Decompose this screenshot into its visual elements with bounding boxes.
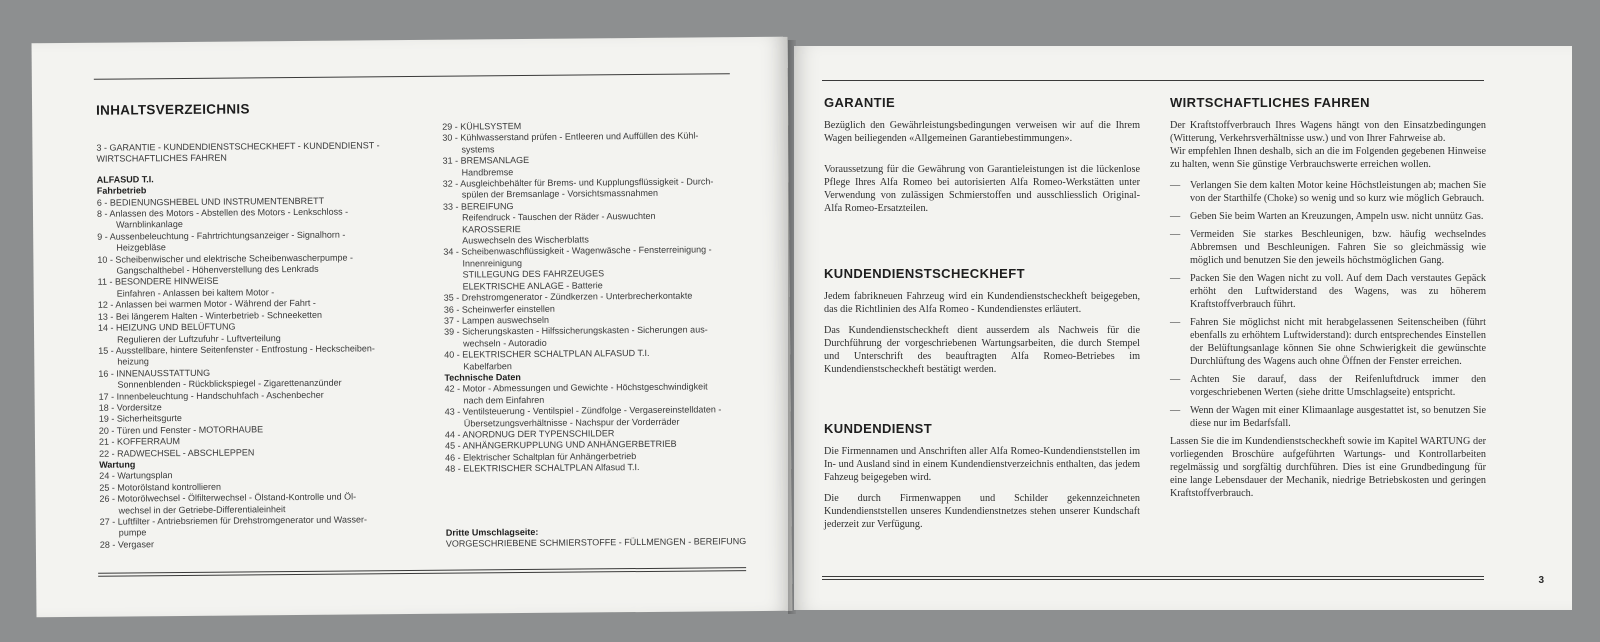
top-rule <box>94 73 730 80</box>
wirtschaft-outro: Lassen Sie die im Kundendienstscheckheft sowie im Kapitel WARTUNG der vorliegenden Broschüre aufgeführten Wartungs- und Kontrollarbeiten regelmässig und sorgfältig durchführen. Dies ist eine Grundbedingung für eine lange Lebensdauer der Mechanik, niedrige Betriebskosten und geringen Kraftstoffverbrauch. <box>1170 436 1486 499</box>
toc-entry: wechsel in der Getriebe-Differentialeinheit <box>118 503 286 516</box>
toc-entry: wechseln - Autoradio <box>463 337 547 349</box>
toc-entry: 11 - BESONDERE HINWEISE <box>97 276 219 288</box>
bullet-item <box>1170 316 1486 368</box>
dash-marker: — <box>1170 317 1181 328</box>
toc-entry: 8 - Anlassen des Motors - Abstellen des Motors - Lenkschloss - <box>96 206 349 219</box>
toc-entry: 45 - ANHÄNGERKUPPLUNG UND ANHÄNGERBETRIEB <box>444 439 677 452</box>
toc-entry: 44 - ANORDNUG DER TYPENSCHILDER <box>444 428 615 440</box>
toc-entry: 46 - Elektrischer Schaltplan für Anhängerbetrieb <box>445 450 637 463</box>
scheckheft-paragraph-1: Jedem fabrikneuen Fahrzeug wird ein Kundendienstscheckheft beigegeben, das die Richtlinien des Alfa Romeo - Kundendienstes erläutert. <box>824 291 1140 315</box>
toc-entry: heizung <box>117 356 149 367</box>
page-number: 3 <box>1538 575 1544 586</box>
toc-entry: 30 - Kühlwasserstand prüfen - Entleeren und Auffüllen des Kühl- <box>442 130 699 144</box>
footer-text: VORGESCHRIEBENE SCHMIERSTOFFE - FÜLLMENGEN - BEREIFUNG <box>445 536 747 550</box>
scheckheft-heading: KUNDENDIENSTSCHECKHEFT <box>824 266 1025 281</box>
toc-entry: 29 - KÜHLSYSTEM <box>442 121 522 132</box>
bullet-item <box>1170 210 1486 223</box>
toc-entry: 43 - Ventilsteuerung - Ventilspiel - Zündfolge - Vergasereinstelldaten - <box>444 404 722 417</box>
toc-entry: Regulieren der Luftzufuhr - Luftverteilung <box>117 332 281 345</box>
toc-entry: ALFASUD T.I. <box>96 174 154 185</box>
toc-entry: 40 - ELEKTRISCHER SCHALTPLAN ALFASUD T.I. <box>444 348 650 360</box>
toc-entry: Einfahren - Anlassen bei kaltem Motor - <box>116 287 275 299</box>
footer-title: Dritte Umschlagseite: <box>445 526 539 538</box>
toc-entry: systems <box>461 144 495 155</box>
toc-entry: 14 - HEIZUNG UND BELÜFTUNG <box>97 321 236 333</box>
toc-entry: Fahrbetrieb <box>96 185 147 196</box>
toc-entry: 9 - Aussenbeleuchtung - Fahrtrichtungsanzeiger - Signalhorn - <box>97 229 346 242</box>
toc-entry: ELEKTRISCHE ANLAGE - Batterie <box>462 280 603 292</box>
toc-entry: 19 - Sicherheitsgurte <box>98 413 182 425</box>
wirtschaft-bullet-list <box>1170 179 1486 430</box>
garantie-paragraph-1: Bezüglich den Gewährleistungsbedingungen verweisen wir auf die Ihrem Wagen beiliegenden «Allgemeinen Garantiebestimmungen». <box>824 120 1140 144</box>
dash-marker: — <box>1170 229 1181 240</box>
toc-entry: Handbremse <box>461 166 514 178</box>
toc-entry: 31 - BREMSANLAGE <box>442 155 530 166</box>
toc-entry: Übersetzungsverhältnisse - Nachspur der Vorderräder <box>463 416 680 429</box>
toc-entry: 36 - Scheinwerfer einstellen <box>443 303 555 315</box>
left-page <box>32 37 793 618</box>
bullet-item <box>1170 404 1486 430</box>
bullet-text: Verlangen Sie dem kalten Motor keine Höchstleistungen ab; machen Sie von der Starthilfe (Choke) so wenig und so kurz wie möglich Gebrauch. <box>1190 180 1486 204</box>
toc-footer <box>446 525 747 550</box>
wirtschaft-intro: Der Kraftstoffverbrauch Ihres Wagens hängt von den Einsatzbedingungen (Witterung, Verkehrsverhältnisse usw.) und von Ihrer Fahrweise ab. Wir empfehlen Ihnen deshalb, sich an die im Folgenden gegebenen Hinweise zu halten, wenn Sie günstige Verbrauchswerte erreichen wollen. <box>1170 120 1486 170</box>
scheckheft-paragraph-2: Das Kundendienstscheckheft dient ausserdem als Nachweis für die Durchführung der vorgeschriebenen Wartungsarbeiten, die durch Stempel und Unterschrift des beauftragten Alfa Romeo-Betriebes im Kundendienstscheckheft bestätigt werden. <box>824 325 1140 375</box>
bullet-item <box>1170 228 1486 267</box>
toc-entry: 48 - ELEKTRISCHER SCHALTPLAN Alfasud T.I. <box>445 462 640 474</box>
toc-entry: 37 - Lampen auswechseln <box>443 314 550 326</box>
toc-entry: 25 - Motorölstand kontrollieren <box>99 481 221 493</box>
bullet-text: Wenn der Wagen mit einer Klimaanlage ausgestattet ist, so benutzen Sie diese nur im Bedarfsfall. <box>1190 405 1486 429</box>
toc-entry: 33 - BEREIFUNG <box>442 200 514 212</box>
toc-entry: Sonnenblenden - Rückblickspiegel - Zigarettenanzünder <box>117 377 342 390</box>
toc-entry: Technische Daten <box>444 371 521 383</box>
bullet-text: Packen Sie den Wagen nicht zu voll. Auf dem Dach verstautes Gepäck erhöht den Luftwiderstand des Wagens, was zu höherem Kraftstoffverbrauch führt. <box>1190 273 1486 310</box>
dash-marker: — <box>1170 211 1181 222</box>
toc-entry: Reifendruck - Tauschen der Räder - Auswuchten <box>462 211 656 223</box>
bullet-text: Geben Sie beim Warten an Kreuzungen, Ampeln usw. nicht unnütz Gas. <box>1190 211 1484 222</box>
dash-marker: — <box>1170 374 1181 385</box>
bullet-text: Vermeiden Sie starkes Beschleunigen, bzw. häufig wechselndes Abbremsen und Beschleunigen. Fahren Sie so gleichmässig wie möglich und benutzen Sie den jeweils höchstmöglichen Gang. <box>1190 229 1486 266</box>
toc-entry: pumpe <box>118 527 147 538</box>
right-page <box>794 46 1572 610</box>
toc-entry: 3 - GARANTIE - KUNDENDIENSTSCHECKHEFT - KUNDENDIENST - <box>96 140 380 153</box>
bottom-rule <box>98 567 746 577</box>
toc-entry: Warnblinkanlage <box>116 219 183 231</box>
toc-title: INHALTSVERZEICHNIS <box>96 101 250 118</box>
toc-entry: 35 - Drehstromgenerator - Zündkerzen - Unterbrecherkontakte <box>443 290 693 303</box>
right-column-2 <box>1170 96 1486 508</box>
toc-column-2 <box>442 119 755 475</box>
dash-marker: — <box>1170 405 1181 416</box>
toc-entry: 16 - INNENAUSSTATTUNG <box>98 367 211 379</box>
toc-entry: 32 - Ausgleichbehälter für Brems- und Kupplungsflüssigkeit - Durch- <box>442 176 714 189</box>
wirtschaft-heading: WIRTSCHAFTLICHES FAHREN <box>1170 95 1370 110</box>
bottom-rule-right <box>822 576 1484 580</box>
toc-entry: 24 - Wartungsplan <box>99 470 173 482</box>
toc-entry: 18 - Vordersitze <box>98 402 162 413</box>
toc-entry: 22 - RADWECHSEL - ABSCHLEPPEN <box>99 446 255 459</box>
toc-entry: 13 - Bei längerem Halten - Winterbetrieb - Schneeketten <box>97 309 323 322</box>
toc-entry: STILLEGUNG DES FAHRZEUGES <box>462 268 605 280</box>
toc-entry: Auswechseln des Wischerblatts <box>462 234 589 246</box>
toc-entry: 27 - Luftfilter - Antriebsriemen für Drehstromgenerator und Wasser- <box>99 514 368 527</box>
toc-entry: 17 - Innenbeleuchtung - Handschuhfach - Aschenbecher <box>98 389 324 402</box>
toc-entry: 39 - Sicherungskasten - Hilfssicherungskasten - Sicherungen aus- <box>444 324 708 338</box>
toc-entry: 12 - Anlassen bei warmen Motor - Während der Fahrt - <box>97 298 316 311</box>
dash-marker: — <box>1170 180 1181 191</box>
toc-entry: 10 - Scheibenwischer und elektrische Scheibenwascherpumpe - <box>97 252 354 265</box>
toc-entry: Wartung <box>99 459 136 470</box>
dash-marker: — <box>1170 273 1181 284</box>
toc-entry: Heizgebläse <box>116 242 166 253</box>
toc-entry: spülen der Bremsanlage - Vorsichtsmassnahmen <box>461 188 658 200</box>
bullet-text: Achten Sie darauf, dass der Reifenluftdruck immer den vorgeschriebenen Werten (siehe dritte Umschlagseite) entspricht. <box>1190 374 1486 398</box>
toc-entry: Gangschalthebel - Höhenverstellung des Lenkrads <box>116 263 319 276</box>
toc-entry: WIRTSCHAFTLICHES FAHREN <box>96 153 227 165</box>
toc-entry: 28 - Vergaser <box>99 539 154 550</box>
toc-entry: 26 - Motorölwechsel - Ölfilterwechsel - Ölstand-Kontrolle und Öl- <box>99 491 357 504</box>
toc-entry: 15 - Ausstellbare, hintere Seitenfenster - Entfrostung - Heckscheiben- <box>98 343 375 356</box>
right-column-1 <box>824 96 1140 539</box>
toc-entry: 21 - KOFFERRAUM <box>98 436 181 447</box>
kundendienst-paragraph-2: Die durch Firmenwappen und Schilder gekennzeichneten Kundendienststellen unseres Kundendienstnetzes stehen unserer Kundschaft jederzeit zur Verfügung. <box>824 493 1140 530</box>
kundendienst-heading: KUNDENDIENST <box>824 421 933 436</box>
toc-column-1 <box>96 140 400 551</box>
toc-entry: 34 - Scheibenwaschflüssigkeit - Wagenwäsche - Fensterreinigung - <box>443 244 712 258</box>
garantie-heading: GARANTIE <box>824 95 896 110</box>
toc-entry: Innenreinigung <box>462 257 523 269</box>
top-rule-right <box>822 80 1484 81</box>
toc-entry: 6 - BEDIENUNGSHEBEL UND INSTRUMENTENBRETT <box>96 195 325 208</box>
bullet-text: Fahren Sie möglichst nicht mit herabgelassenen Seitenscheiben (führt ebenfalls zu erhöhtem Luftwiderstand): durch entsprechendes Einstellen der Belüftungsanlage können Sie ohne Schwierigkeit die gewünschte Durchlüftung des Wagens auch ohne Öffnen der Fenster erreichen. <box>1190 317 1486 367</box>
bullet-item <box>1170 373 1486 399</box>
kundendienst-paragraph-1: Die Firmennamen und Anschriften aller Alfa Romeo-Kundendienststellen im In- und Ausland sind in einem Kundendienstverzeichnis enthalten, das jedem Fahzeug beigegeben wird. <box>824 446 1140 483</box>
bullet-item <box>1170 272 1486 311</box>
garantie-paragraph-2: Voraussetzung für die Gewährung von Garantieleistungen ist die lückenlose Pflege Ihres Alfa Romeo bei autorisierten Alfa Romeo-Werkstätten unter Verwendung von zulässigen Schmierstoffen und ausschliesslich Original-Alfa Romeo-Ersatzteilen. <box>824 164 1140 214</box>
toc-entry: 42 - Motor - Abmessungen und Gewichte - Höchstgeschwindigkeit <box>444 381 708 395</box>
toc-entry: Kabelfarben <box>463 360 512 372</box>
toc-entry: nach dem Einfahren <box>463 394 545 406</box>
toc-entry: 20 - Türen und Fenster - MOTORHAUBE <box>98 424 264 436</box>
bullet-item <box>1170 179 1486 205</box>
toc-entry: KAROSSERIE <box>462 223 521 235</box>
